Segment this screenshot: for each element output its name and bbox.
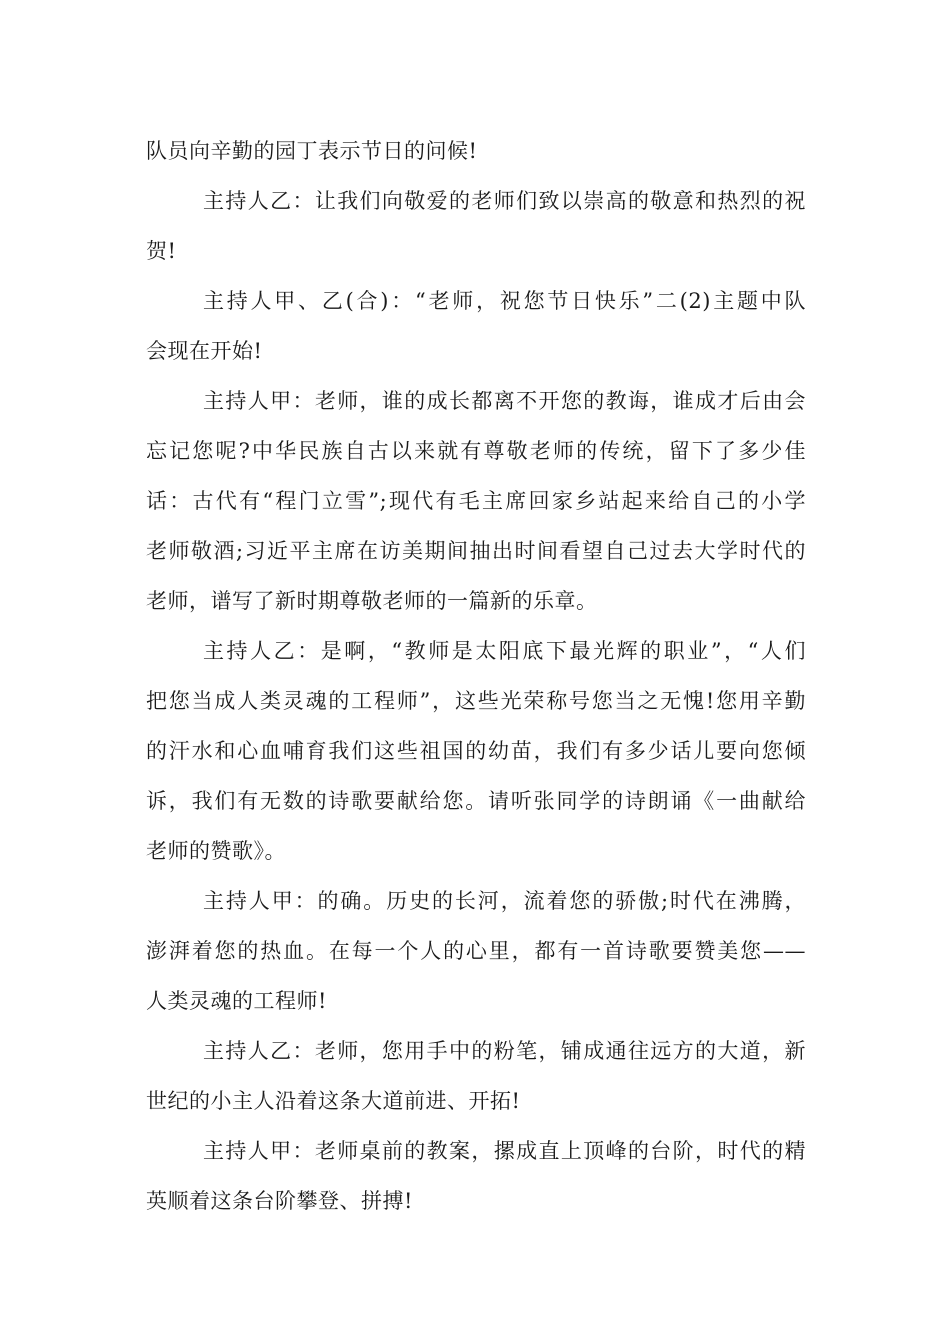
text-line: 把您当成人类灵魂的工程师”，这些光荣称号您当之无愧!您用辛勤 — [146, 689, 806, 713]
text-line: 主持人甲、乙(合)：“老师，祝您节日快乐”二(2)主题中队 — [203, 289, 806, 313]
text-line: 主持人乙：让我们向敬爱的老师们致以崇高的敬意和热烈的祝 — [203, 189, 806, 213]
text-line: 会现在开始! — [146, 339, 263, 363]
text-line: 的汗水和心血哺育我们这些祖国的幼苗，我们有多少话儿要向您倾 — [146, 739, 806, 763]
text-line: 英顺着这条台阶攀登、拼搏! — [146, 1189, 413, 1213]
text-line: 贺! — [146, 239, 177, 263]
text-line: 老师敬酒;习近平主席在访美期间抽出时间看望自己过去大学时代的 — [146, 539, 806, 563]
text-line: 老师的赞歌》。 — [146, 839, 286, 863]
text-line: 澎湃着您的热血。在每一个人的心里，都有一首诗歌要赞美您—— — [146, 939, 806, 963]
text-line: 主持人甲：老师，谁的成长都离不开您的教诲，谁成才后由会 — [203, 389, 806, 413]
text-line: 世纪的小主人沿着这条大道前进、开拓! — [146, 1089, 521, 1113]
text-line: 话：古代有“程门立雪”;现代有毛主席回家乡站起来给自己的小学 — [146, 489, 806, 513]
text-line: 忘记您呢?中华民族自古以来就有尊敬老师的传统，留下了多少佳 — [146, 439, 806, 463]
text-line: 诉，我们有无数的诗歌要献给您。请听张同学的诗朗诵《一曲献给 — [146, 789, 806, 813]
text-line: 主持人甲：老师桌前的教案，摞成直上顶峰的台阶，时代的精 — [203, 1139, 806, 1163]
text-line: 队员向辛勤的园丁表示节日的问候! — [146, 139, 478, 163]
text-line: 人类灵魂的工程师! — [146, 989, 327, 1013]
text-line: 主持人乙：是啊，“教师是太阳底下最光辉的职业”，“人们 — [203, 639, 806, 663]
text-line: 老师，谱写了新时期尊敬老师的一篇新的乐章。 — [146, 589, 598, 613]
text-line: 主持人乙：老师，您用手中的粉笔，铺成通往远方的大道，新 — [203, 1039, 806, 1063]
text-line: 主持人甲：的确。历史的长河，流着您的骄傲;时代在沸腾， — [203, 889, 806, 913]
